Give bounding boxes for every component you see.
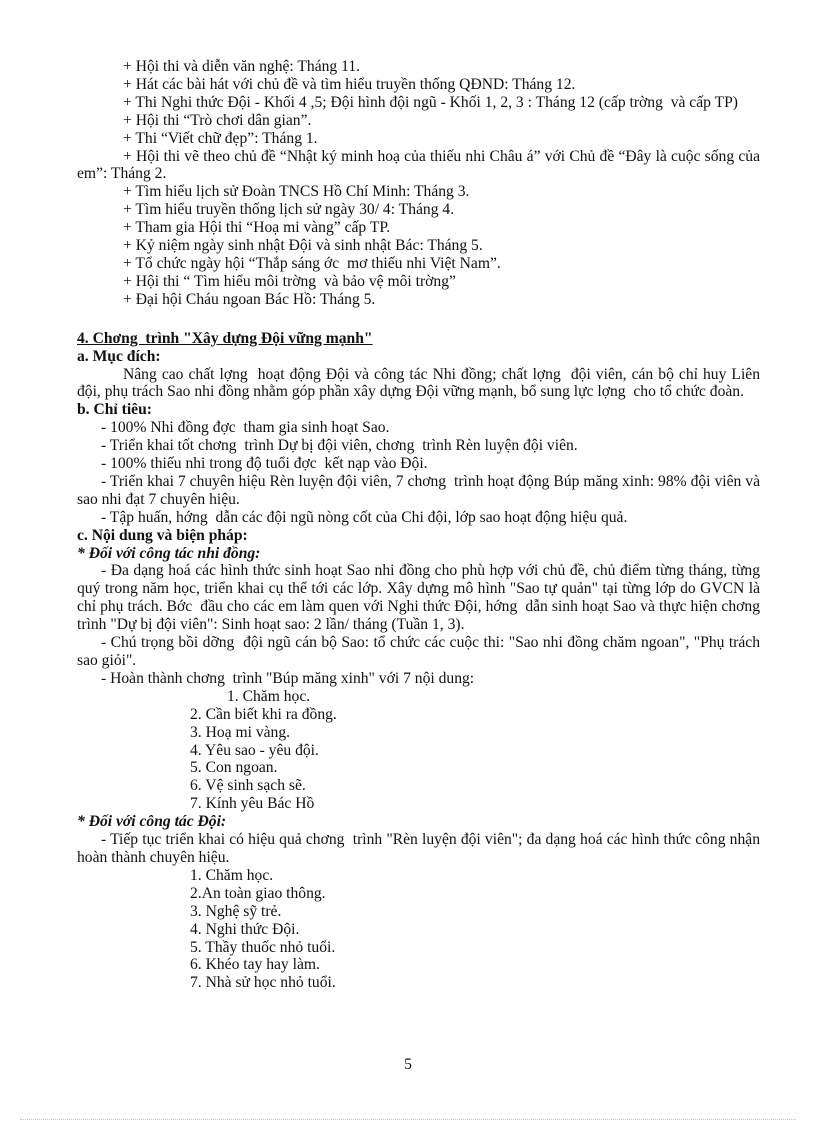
chi-tieu-item: - 100% Nhi đồng đợc tham gia sinh hoạt Sao. xyxy=(101,419,390,437)
document-body xyxy=(77,58,768,992)
chi-tieu-item: - 100% thiếu nhi trong độ tuổi đợc kết nạp vào Đội. xyxy=(101,455,428,473)
nhi-dong-paragraph: - Hoàn thành chơng trình "Búp măng xinh" với 7 nội dung: xyxy=(101,669,475,687)
chuyen-hieu-list xyxy=(77,867,760,992)
event-item: + Hội thi và diễn văn nghệ: Tháng 11. xyxy=(123,58,361,75)
events-list xyxy=(77,58,764,309)
nhi-dong-paragraph: - Chú trọng bồi dỡng đội ngũ cán bộ Sao: tổ chức các cuộc thi: "Sao nhi đồng chăm ngoan", "Phụ trách sao giỏi". xyxy=(77,634,764,669)
event-item: + Hát các bài hát với chủ đề và tìm hiểu truyền thống QĐND: Tháng 12. xyxy=(123,75,576,93)
chi-tieu-item: - Triển khai 7 chuyên hiệu Rèn luyện đội viên, 7 chơng trình hoạt động Búp măng xinh: 98% đội viên và sao nhi đạt 7 chuyên hiệu. xyxy=(77,472,764,508)
chi-tieu-item: - Tập huấn, hớng dẫn các đội ngũ nòng cốt của Chi đội, lớp sao hoạt động hiệu quả. xyxy=(101,508,628,526)
list-item: 2.An toàn giao thông. xyxy=(190,884,326,902)
event-item: + Thi “Viết chữ đẹp”: Tháng 1. xyxy=(123,129,318,147)
list-item: 2. Cần biết khi ra đồng. xyxy=(190,705,337,723)
list-item: 3. Hoạ mi vàng. xyxy=(190,723,291,741)
list-item: 5. Con ngoan. xyxy=(190,759,278,777)
list-item: 7. Kính yêu Bác Hồ xyxy=(190,795,315,813)
muc-dich-paragraph: Nâng cao chất lợng hoạt động Đội và công tác Nhi đồng; chất lợng đội viên, cán bộ chỉ huy Liên đội, phụ trách Sao nhi đồng nhằm góp phần xây dựng Đội vững mạnh, bổ sung lực lợng cho tổ chức đoàn. xyxy=(77,365,764,401)
event-item: + Hội thi “Trò chơi dân gian”. xyxy=(123,111,312,129)
chi-tieu-item: - Triển khai tốt chơng trình Dự bị đội viên, chơng trình Rèn luyện đội viên. xyxy=(101,437,578,455)
section-title: 4. Chơng trình "Xây dựng Đội vững mạnh" xyxy=(77,329,373,347)
nhi-dong-paragraph: - Đa dạng hoá các hình thức sinh hoạt Sao nhi đồng cho phù hợp với chủ đề, chủ điểm từng tháng, từng quý trong năm học, triển khai cụ thể tới các lớp. Xây dựng mô hình "Sao tự quản" tại từng lớp do GVCN là chỉ phụ trách. Bớc đầu cho các em làm quen với Nghi thức Đội, hớng dẫn sinh hoạt Sao và thực hiện chơng trình "Dự bị đội viên": Sinh hoạt sao: 2 lần/ tháng (Tuần 1, 3). xyxy=(77,562,768,634)
list-item: 6. Khéo tay hay làm. xyxy=(190,956,320,974)
bup-mang-xinh-list xyxy=(77,688,760,813)
list-item: 3. Nghệ sỹ trẻ. xyxy=(190,902,282,920)
event-item: + Tổ chức ngày hội “Thắp sáng ớc mơ thiếu nhi Việt Nam”. xyxy=(123,254,501,272)
list-item: 1. Chăm học. xyxy=(190,866,274,884)
subheading-noi-dung: c. Nội dung và biện pháp: xyxy=(77,526,248,544)
footer-divider xyxy=(20,1119,796,1120)
list-item: 1. Chăm học. xyxy=(227,687,311,705)
subheading-muc-dich: a. Mục đích: xyxy=(77,347,161,365)
page-number: 5 xyxy=(404,1056,412,1073)
event-item: + Tham gia Hội thi “Hoạ mi vàng” cấp TP. xyxy=(123,219,391,237)
event-item: + Thi Nghi thức Đội - Khối 4 ,5; Đội hình đội ngũ - Khối 1, 2, 3 : Tháng 12 (cấp trờng và cấp TP) xyxy=(123,93,738,111)
event-item: + Kỷ niệm ngày sinh nhật Đội và sinh nhật Bác: Tháng 5. xyxy=(123,237,483,255)
cong-tac-doi-paragraph: - Tiếp tục triển khai có hiệu quả chơng trình "Rèn luyện đội viên"; đa dạng hoá các hình thức công nhận hoàn thành chuyên hiệu. xyxy=(77,831,764,866)
heading-cong-tac-doi: * Đối với công tác Đội: xyxy=(77,813,227,831)
event-item: + Hội thi vẽ theo chủ đề “Nhật ký minh hoạ của thiếu nhi Châu á” với Chủ đề “Đây là cuộc sống của em”: Tháng 2. xyxy=(77,147,764,183)
event-item: + Tìm hiểu truyền thống lịch sử ngày 30/ 4: Tháng 4. xyxy=(123,201,455,219)
event-item: + Hội thi “ Tìm hiểu môi trờng và bảo vệ môi trờng” xyxy=(123,272,456,290)
list-item: 5. Thầy thuốc nhỏ tuổi. xyxy=(190,938,336,956)
list-item: 7. Nhà sử học nhỏ tuổi. xyxy=(190,974,336,992)
event-item: + Đại hội Cháu ngoan Bác Hồ: Tháng 5. xyxy=(123,290,376,308)
event-item: + Tìm hiểu lịch sử Đoàn TNCS Hồ Chí Minh: Tháng 3. xyxy=(123,183,470,201)
heading-nhi-dong: * Đối với công tác nhi đồng: xyxy=(77,544,261,562)
list-item: 4. Nghi thức Đội. xyxy=(190,920,300,938)
subheading-chi-tieu: b. Chỉ tiêu: xyxy=(77,401,152,419)
list-item: 6. Vệ sinh sạch sẽ. xyxy=(190,777,306,795)
list-item: 4. Yêu sao - yêu đội. xyxy=(190,741,319,759)
